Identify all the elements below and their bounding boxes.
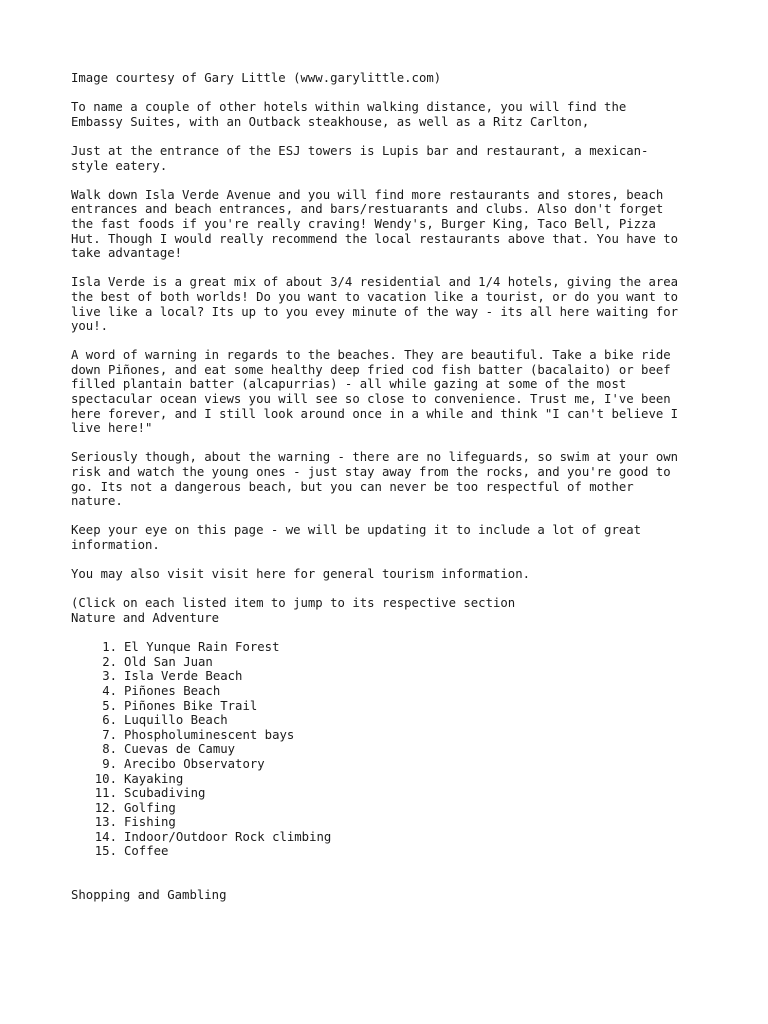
paragraph-beach-warning: A word of warning in regards to the beaches. They are beautiful. Take a bike ride down Piñones, and eat some healthy deep fried cod fish batter (bacalaito) or beef filled plantain batter (alcapurrias) - all while gazing at some of the most spectacular ocean views you will see so close to convenience. Trust me, I've been here forever, and I still look around once in a while and think "I can't believe I live here!" xyxy=(71,348,679,436)
list-number: 8. xyxy=(102,742,117,757)
list-item-label[interactable]: Old San Juan xyxy=(124,654,213,669)
list-number: 14. xyxy=(94,829,117,844)
list-number: 7. xyxy=(102,727,117,742)
list-number: 13. xyxy=(94,815,117,830)
paragraph-lifeguards: Seriously though, about the warning - there are no lifeguards, so swim at your own risk and watch the young ones - just stay away from the rocks, and you're good to go. Its not a dangerous beach, but you can never be too respectful of mother nature. xyxy=(71,450,679,509)
paragraph-hotels: To name a couple of other hotels within walking distance, you will find the Embassy Suites, with an Outback steakhouse, as well as a Ritz Carlton, xyxy=(71,100,627,129)
paragraph-isla-verde-avenue: Walk down Isla Verde Avenue and you will find more restaurants and stores, beach entrances and beach entrances, and bars/restuarants and clubs. Also don't forget the fast foods if you're really craving! Wendy's, Burger King, Taco Bell, Pizza Hut. Though I would really recommend the local restaurants above that. You have to take advantage! xyxy=(71,187,679,261)
image-credit: Image courtesy of Gary Little (www.garylittle.com) xyxy=(71,71,442,85)
list-number: 9. xyxy=(102,756,117,771)
click-instruction: (Click on each listed item to jump to its respective section xyxy=(71,596,516,611)
list-item-label[interactable]: Fishing xyxy=(124,815,176,830)
list-item[interactable] xyxy=(71,830,701,845)
list-item[interactable] xyxy=(71,801,701,816)
list-item-label[interactable]: Piñones Bike Trail xyxy=(124,698,258,713)
list-item-label[interactable]: Kayaking xyxy=(124,771,184,786)
document-page xyxy=(71,71,701,903)
list-number: 4. xyxy=(102,683,117,698)
section-heading-shopping: Shopping and Gambling xyxy=(71,888,227,903)
list-item-label[interactable]: Phospholuminescent bays xyxy=(124,727,295,742)
list-number: 12. xyxy=(94,800,117,815)
list-item-label[interactable]: El Yunque Rain Forest xyxy=(124,640,280,655)
list-item-label[interactable]: Isla Verde Beach xyxy=(124,669,243,684)
list-item[interactable] xyxy=(71,655,701,670)
paragraph-lupis-bar: Just at the entrance of the ESJ towers is Lupis bar and restaurant, a mexican- style eatery. xyxy=(71,143,649,173)
list-item-label[interactable]: Indoor/Outdoor Rock climbing xyxy=(124,829,332,844)
list-number: 6. xyxy=(102,713,117,728)
list-item[interactable] xyxy=(71,844,701,859)
list-item[interactable] xyxy=(71,640,701,655)
list-item-label[interactable]: Piñones Beach xyxy=(124,683,221,698)
list-number: 15. xyxy=(94,844,117,859)
list-item-label[interactable]: Cuevas de Camuy xyxy=(124,742,236,757)
paragraph-residential-mix: Isla Verde is a great mix of about 3/4 residential and 1/4 hotels, giving the area the best of both worlds! Do you want to vacation like a tourist, or do you want to live like a local? Its up to you evey minute of the way - its all here waiting for you!. xyxy=(71,275,679,334)
list-item[interactable] xyxy=(71,786,701,801)
paragraph-updates: Keep your eye on this page - we will be updating it to include a lot of great information. xyxy=(71,523,642,552)
list-item[interactable] xyxy=(71,699,701,714)
list-number: 11. xyxy=(94,786,117,801)
section-heading-nature: Nature and Adventure xyxy=(71,610,220,625)
list-item-label[interactable]: Scubadiving xyxy=(124,786,206,801)
list-item[interactable] xyxy=(71,669,701,684)
list-item[interactable] xyxy=(71,815,701,830)
list-number: 5. xyxy=(102,698,117,713)
list-item[interactable] xyxy=(71,772,701,787)
list-item[interactable] xyxy=(71,742,701,757)
list-item-label[interactable]: Coffee xyxy=(124,844,169,859)
list-item-label[interactable]: Golfing xyxy=(124,800,176,815)
list-number: 10. xyxy=(94,771,117,786)
list-number: 1. xyxy=(102,640,117,655)
list-item[interactable] xyxy=(71,757,701,772)
list-item[interactable] xyxy=(71,684,701,699)
paragraph-tourism-info: You may also visit visit here for general tourism information. xyxy=(71,567,531,582)
list-number: 2. xyxy=(102,654,117,669)
list-number: 3. xyxy=(102,669,117,684)
list-item[interactable] xyxy=(71,728,701,743)
nature-adventure-list xyxy=(71,640,701,859)
list-item-label[interactable]: Arecibo Observatory xyxy=(124,756,265,771)
list-item[interactable] xyxy=(71,713,701,728)
list-item-label[interactable]: Luquillo Beach xyxy=(124,713,228,728)
